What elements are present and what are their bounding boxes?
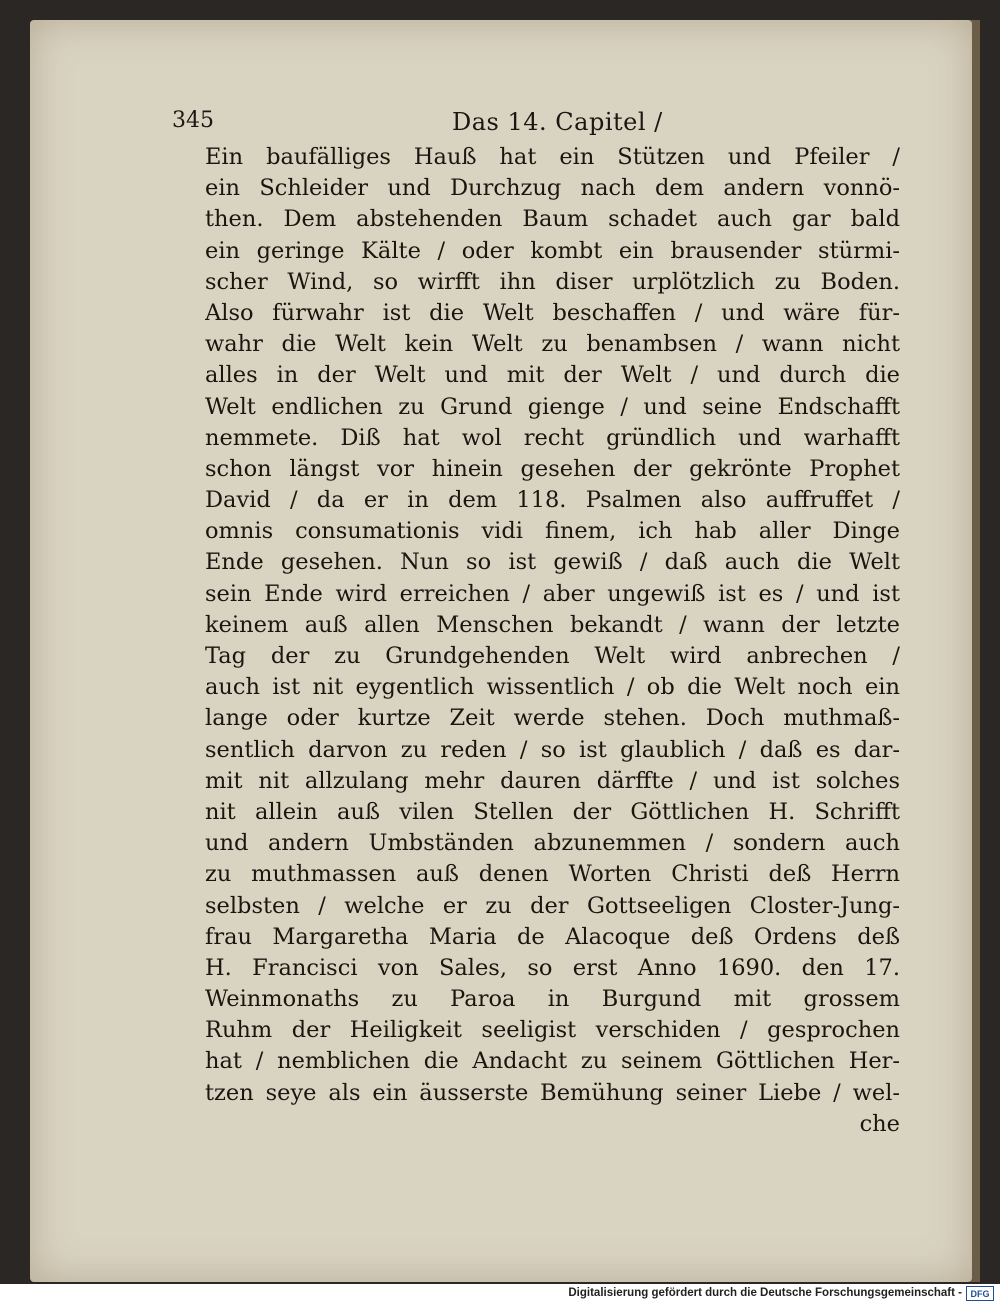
text-line: scher Wind, so wirfft ihn diser urplötzlich zu Boden. bbox=[205, 268, 900, 295]
text-line: David / da er in dem 118. Psalmen also auffruffet / bbox=[205, 487, 900, 514]
page-number: 345 bbox=[172, 108, 214, 133]
text-line: Also fürwahr ist die Welt beschaffen / und wäre für- bbox=[205, 299, 900, 326]
text-line: zu muthmassen auß denen Worten Christi deß Herrn bbox=[205, 861, 900, 888]
text-line: tzen seye als ein äusserste Bemühung seiner Liebe / wel- bbox=[205, 1079, 900, 1106]
text-line: Weinmonaths zu Paroa in Burgund mit grossem bbox=[205, 986, 900, 1013]
text-line: omnis consumationis vidi finem, ich hab aller Dinge bbox=[205, 518, 900, 545]
text-line: Ende gesehen. Nun so ist gewiß / daß auch die Welt bbox=[205, 549, 900, 576]
text-line: wahr die Welt kein Welt zu benambsen / wann nicht bbox=[205, 331, 900, 358]
text-line: frau Margaretha Maria de Alacoque deß Ordens deß bbox=[205, 923, 900, 950]
text-line: sein Ende wird erreichen / aber ungewiß ist es / und ist bbox=[205, 580, 900, 607]
text-line: alles in der Welt und mit der Welt / und durch die bbox=[205, 362, 900, 389]
catchword: che bbox=[859, 1110, 900, 1137]
funding-credit: Digitalisierung gefördert durch die Deutsche Forschungsgemeinschaft - bbox=[568, 1287, 962, 1299]
text-line: keinem auß allen Menschen bekandt / wann der letzte bbox=[205, 611, 900, 638]
text-line: then. Dem abstehenden Baum schadet auch gar bald bbox=[205, 206, 900, 233]
text-line: Ein baufälliges Hauß hat ein Stützen und Pfeiler / bbox=[205, 144, 900, 170]
text-line: mit nit allzulang mehr dauren därffte / und ist solches bbox=[205, 767, 900, 794]
text-line: ein geringe Kälte / oder kombt ein brausender stürmi- bbox=[205, 237, 900, 264]
text-line: Ruhm der Heiligkeit seeligist verschiden / gesprochen bbox=[205, 1017, 900, 1044]
text-line: auch ist nit eygentlich wissentlich / ob die Welt noch ein bbox=[205, 674, 900, 701]
dfg-logo: DFG bbox=[966, 1286, 994, 1301]
text-line: ein Schleider und Durchzug nach dem andern vonnö- bbox=[205, 175, 900, 202]
text-line: und andern Umbständen abzunemmen / sondern auch bbox=[205, 830, 900, 857]
text-line: nemmete. Diß hat wol recht gründlich und warhafft bbox=[205, 424, 900, 451]
text-line: hat / nemblichen die Andacht zu seinem Göttlichen Her- bbox=[205, 1048, 900, 1075]
text-line: Welt endlichen zu Grund gienge / und seine Endschafft bbox=[205, 393, 900, 420]
body-text bbox=[205, 142, 900, 1140]
running-head: Das 14. Capitel / bbox=[452, 108, 663, 136]
text-line: lange oder kurtze Zeit werde stehen. Doch muthmaß- bbox=[205, 705, 900, 732]
text-line: schon längst vor hinein gesehen der gekrönte Prophet bbox=[205, 455, 900, 482]
text-line: sentlich darvon zu reden / so ist glaublich / daß es dar- bbox=[205, 736, 900, 763]
footer-bar bbox=[0, 1284, 1000, 1304]
text-line: nit allein auß vilen Stellen der Göttlichen H. Schrifft bbox=[205, 798, 900, 825]
text-line: H. Francisci von Sales, so erst Anno 1690. den 17. bbox=[205, 954, 900, 981]
text-line: Tag der zu Grundgehenden Welt wird anbrechen / bbox=[205, 643, 900, 669]
text-line: selbsten / welche er zu der Gottseeligen Closter-Jung- bbox=[205, 892, 900, 919]
